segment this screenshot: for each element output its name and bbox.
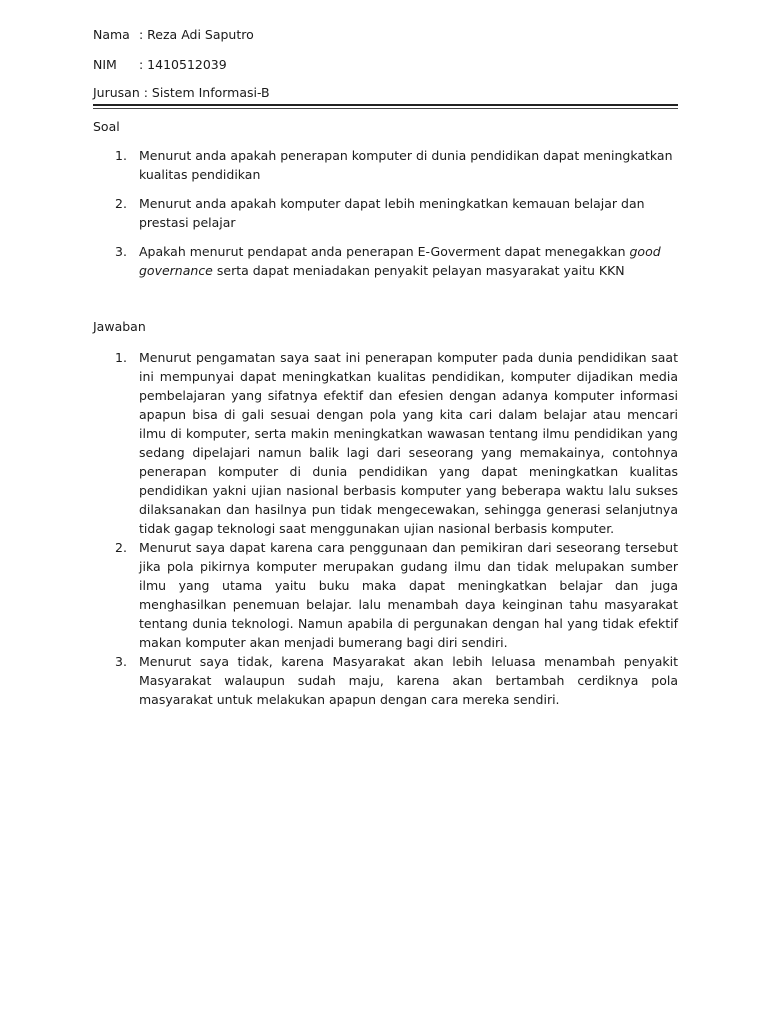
nama-label: Nama xyxy=(93,27,130,42)
soal-item-number: 1. xyxy=(115,148,127,163)
jawaban-item-text: Menurut saya dapat karena cara penggunaan dan pemikiran dari seseorang tersebut jika pola pikirnya komputer merupakan gudang ilmu dan tidak melupakan sumber ilmu yang utama yaitu buku maka dapat meningkatkan belajar dan juga menghasilkan penemuan belajar. lalu menambah daya keinginan tahu masyarakat tentang dunia teknologi. Namun apabila di pergunakan dengan hal yang tidak efektif makan komputer akan menjadi bumerang bagi diri sendiri. xyxy=(139,540,678,650)
jawaban-item xyxy=(93,348,678,538)
jawaban-item-number: 1. xyxy=(115,350,127,365)
jawaban-title: Jawaban xyxy=(93,319,146,334)
jawaban-item-text: Menurut pengamatan saya saat ini penerapan komputer pada dunia pendidikan saat ini mempunyai dapat meningkatkan kualitas pendidikan, komputer dijadikan media pembelajaran yang sifatnya efektif dan efesien dengan adanya komputer informasi apapun bisa di gali sesuai dengan pola yang kita cari dalam belajar atau mencari ilmu di komputer, serta makin meningkatkan wawasan tentang ilmu pendidikan yang sedang dipelajari namun balik lagi dari seseorang yang memakainya, contohnya penerapan komputer di dunia pendidikan yang dapat meningkatkan kualitas pendidikan yakni ujian nasional berbasis komputer yang beberapa waktu lalu sukses dilaksanakan dan hasilnya pun tidak mengecewakan, sehingga generasi selanjutnya tidak gagap teknologi saat menggunakan ujian nasional berbasis komputer. xyxy=(139,350,678,536)
soal-item xyxy=(93,194,678,232)
soal-title: Soal xyxy=(93,119,120,134)
header-rule-thick xyxy=(93,104,678,106)
header-jurusan xyxy=(93,85,270,101)
soal-item-text xyxy=(139,242,678,280)
jawaban-item-text: Menurut saya tidak, karena Masyarakat akan lebih leluasa menambah penyakit Masyarakat walaupun sudah maju, karena akan bertambah cerdiknya pola masyarakat untuk melakukan apapun dengan cara mereka sendiri. xyxy=(139,654,678,707)
jawaban-item-number: 3. xyxy=(115,654,127,669)
soal-item-number: 2. xyxy=(115,196,127,211)
soal-item-text-before: Apakah menurut pendapat anda penerapan E-Goverment dapat menegakkan xyxy=(139,244,630,259)
jawaban-item-number: 2. xyxy=(115,540,127,555)
header-nama xyxy=(93,27,254,43)
jawaban-item xyxy=(93,652,678,709)
nim-label: NIM xyxy=(93,57,117,72)
jawaban-list xyxy=(93,348,678,709)
nama-value: : Reza Adi Saputro xyxy=(139,27,254,42)
jurusan-value: : Sistem Informasi-B xyxy=(143,85,270,100)
header-rule-thin xyxy=(93,108,678,109)
jurusan-label: Jurusan xyxy=(93,85,140,100)
soal-item-text-italic: good governance xyxy=(139,244,661,278)
soal-item-text: Menurut anda apakah komputer dapat lebih meningkatkan kemauan belajar dan prestasi pelajar xyxy=(139,196,645,230)
soal-item xyxy=(93,146,678,184)
soal-list xyxy=(93,146,678,290)
header-nim xyxy=(93,57,227,73)
soal-item xyxy=(93,242,678,280)
soal-item-number: 3. xyxy=(115,244,127,259)
soal-item-text-after: serta dapat meniadakan penyakit pelayan masyarakat yaitu KKN xyxy=(212,263,625,278)
jawaban-item xyxy=(93,538,678,652)
soal-item-text: Menurut anda apakah penerapan komputer di dunia pendidikan dapat meningkatkan kualitas pendidikan xyxy=(139,148,673,182)
nim-value: : 1410512039 xyxy=(139,57,227,72)
